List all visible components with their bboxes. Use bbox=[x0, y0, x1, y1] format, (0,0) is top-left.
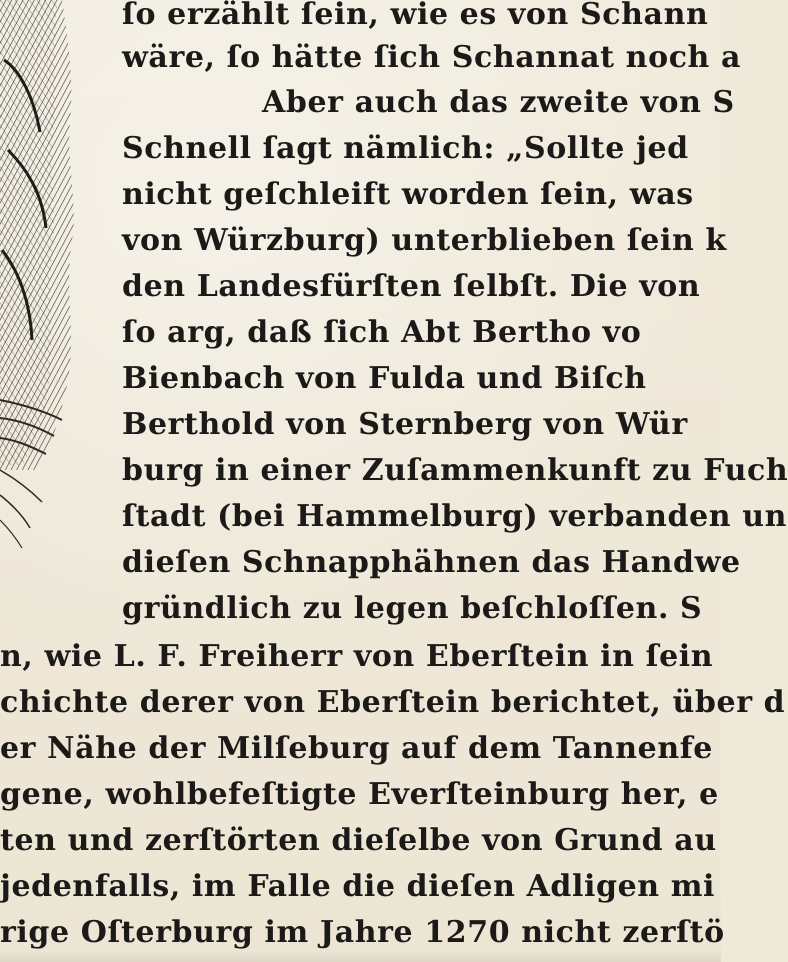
text-line: ſo arg, daß ſich Abt Bertho vo bbox=[122, 315, 642, 350]
text-line: nicht geſchleift worden ſein, was bbox=[122, 177, 694, 212]
text-line: dieſen Schnapphähnen das Handwe bbox=[122, 545, 741, 580]
page-shadow bbox=[0, 950, 721, 962]
text-line: ſtadt (bei Hammelburg) verbanden un bbox=[122, 499, 788, 534]
text-line: n, wie L. F. Freiherr von Eberſtein in ſein bbox=[0, 639, 714, 674]
text-line: wäre, ſo hätte ſich Schannat noch a bbox=[122, 40, 742, 75]
text-line: den Landesfürſten ſelbſt. Die von bbox=[122, 269, 701, 304]
text-line: von Würzburg) unterblieben ſein k bbox=[122, 223, 727, 258]
text-line: Schnell ſagt nämlich: „Sollte jed bbox=[122, 131, 689, 166]
text-line: chichte derer von Eberſtein berichtet, über d bbox=[0, 685, 786, 720]
text-line: gene, wohlbefeſtigte Everſteinburg her, e bbox=[0, 777, 719, 812]
text-line: Aber auch das zweite von S bbox=[262, 85, 735, 120]
text-line: gründlich zu legen beſchloſſen. S bbox=[122, 591, 703, 626]
text-line: Berthold von Sternberg von Wür bbox=[122, 407, 688, 442]
text-line: er Nähe der Milſeburg auf dem Tannenfe bbox=[0, 731, 713, 766]
engraving-illustration bbox=[0, 0, 105, 560]
text-line: rige Oſterburg im Jahre 1270 nicht zerſtö bbox=[0, 915, 725, 950]
text-line: ſo erzählt ſein, wie es von Schann bbox=[122, 0, 709, 32]
text-line: burg in einer Zuſammenkunft zu Fuch bbox=[122, 453, 788, 488]
text-line: Bienbach von Fulda und Biſch bbox=[122, 361, 647, 396]
text-line: jedenfalls, im Falle die dieſen Adligen mi bbox=[0, 869, 716, 904]
text-line: ten und zerſtörten dieſelbe von Grund au bbox=[0, 823, 717, 858]
